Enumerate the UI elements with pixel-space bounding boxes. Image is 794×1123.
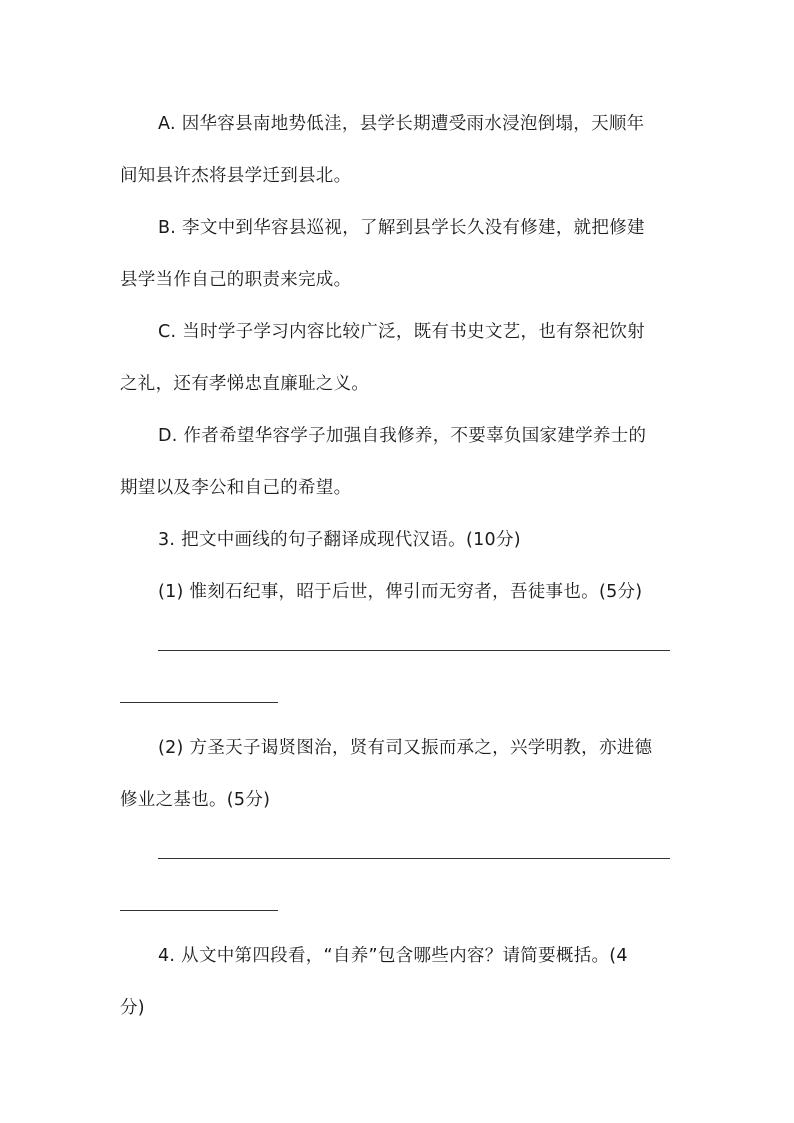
option-c-line-1: C. 当时学子学习内容比较广泛，既有书史文艺，也有祭祀饮射 (158, 322, 646, 342)
answer-line-1a[interactable] (158, 650, 670, 651)
answer-line-1b[interactable] (120, 702, 278, 703)
answer-line-2b[interactable] (120, 910, 278, 911)
option-d-line-2: 期望以及李公和自己的希望。 (120, 478, 352, 498)
question-3-sub-2-line-1: (2) 方圣天子谒贤图治，贤有司又振而承之，兴学明教，亦进德 (158, 738, 653, 758)
option-a-line-1: A. 因华容县南地势低洼，县学长期遭受雨水浸泡倒塌，天顺年 (158, 114, 645, 134)
option-b-line-1: B. 李文中到华容县巡视，了解到县学长久没有修建，就把修建 (158, 218, 645, 238)
question-3-sub-1: (1) 惟刻石纪事，昭于后世，俾引而无穷者，吾徒事也。(5分) (158, 582, 643, 602)
question-4-stem-line-2: 分) (120, 998, 145, 1018)
option-c-line-2: 之礼，还有孝悌忠直廉耻之义。 (120, 374, 370, 394)
answer-line-2a[interactable] (158, 858, 670, 859)
option-b-line-2: 县学当作自己的职责来完成。 (120, 270, 352, 290)
question-3-sub-2-line-2: 修业之基也。(5分) (120, 790, 271, 810)
option-d-line-1: D. 作者希望华容学子加强自我修养，不要辜负国家建学养士的 (158, 426, 647, 446)
option-a-line-2: 间知县许杰将县学迁到县北。 (120, 166, 352, 186)
question-3-stem: 3. 把文中画线的句子翻译成现代汉语。(10分) (158, 530, 521, 550)
question-4-stem-line-1: 4. 从文中第四段看，“自养”包含哪些内容？请简要概括。(4 (158, 946, 628, 966)
